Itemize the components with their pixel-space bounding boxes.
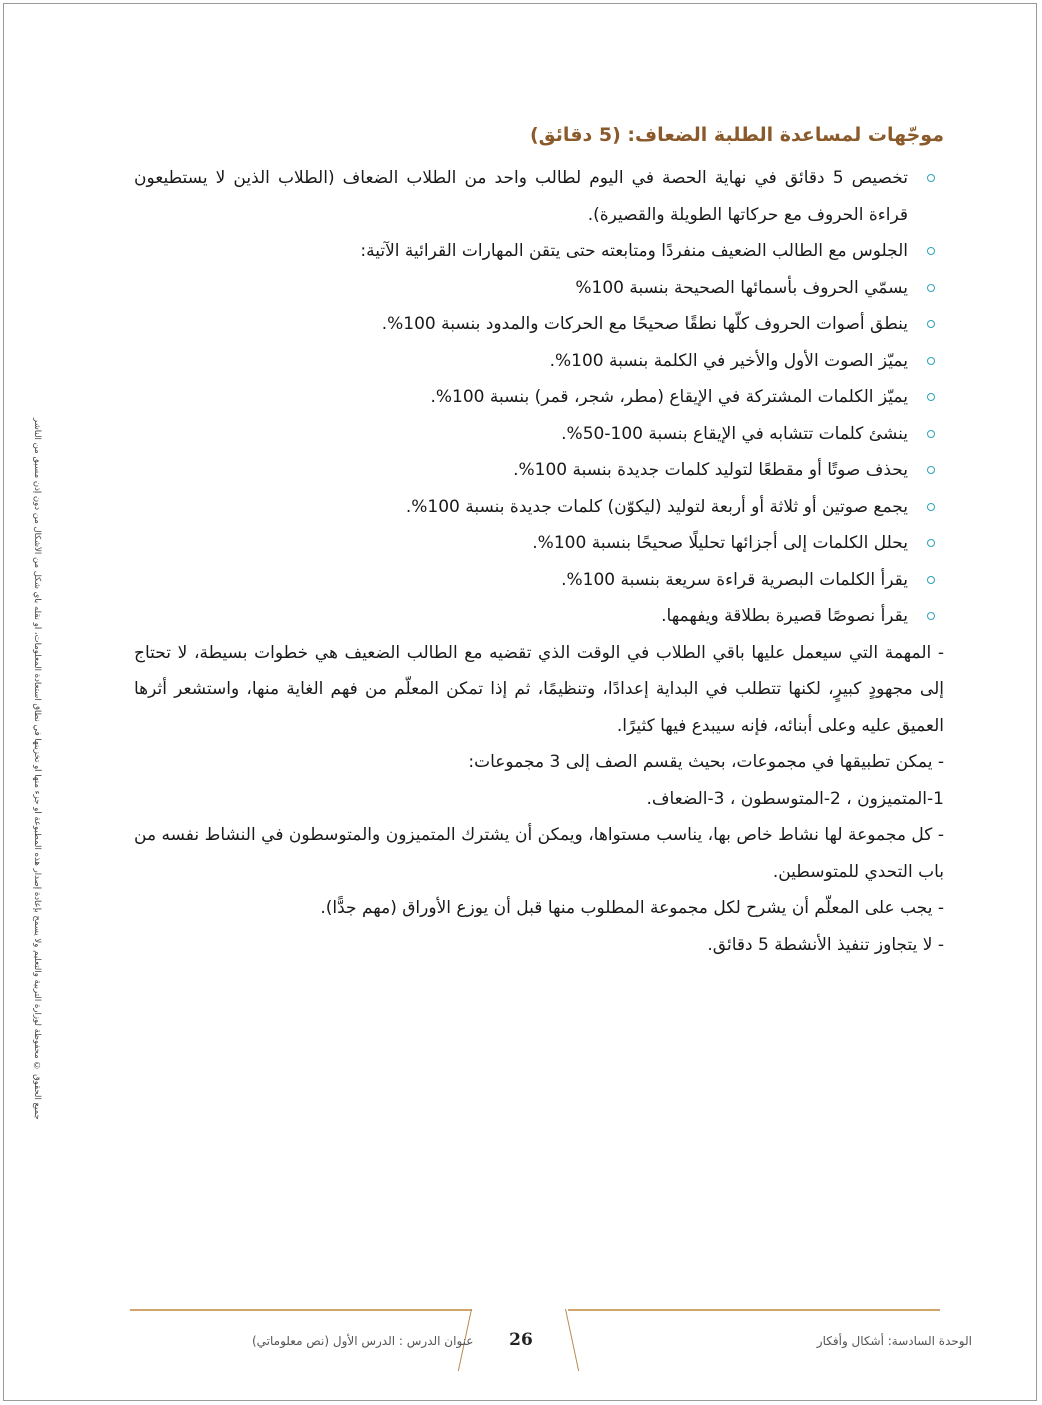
paragraph: - لا يتجاوز تنفيذ الأنشطة 5 دقائق.	[707, 934, 944, 955]
list-item: تخصيص 5 دقائق في نهاية الحصة في اليوم لطالب واحد من الطلاب الضعاف (الطلاب الذين لا يستطيعون قراءة الحروف مع حركاتها الطويلة والقصيرة).	[134, 160, 944, 233]
list-item: الجلوس مع الطالب الضعيف منفردًا ومتابعته حتى يتقن المهارات القرائية الآتية:	[134, 233, 944, 270]
paragraph: - يمكن تطبيقها في مجموعات، بحيث يقسم الصف إلى 3 مجموعات:	[468, 752, 944, 772]
list-item: يحلل الكلمات إلى أجزائها تحليلًا صحيحًا بنسبة 100%.	[134, 525, 944, 562]
bullet-list	[134, 160, 944, 635]
list-item: يحذف صوتًا أو مقطعًا لتوليد كلمات جديدة بنسبة 100%.	[134, 452, 944, 489]
copyright-sidebar: جميع الحقوق © محفوظة لوزارة التربية والتعليم ولا يسمح بإعادة إصدار هذه المطبوعة أو جزء منها أو تخزينها في نطاق استعادة المعلومات، أو نقله بأي شكل من الأشكال من دون إذن مسبق من الناشر	[32, 418, 42, 1120]
main-content	[134, 160, 944, 963]
paragraph: 1-المتميزون ، 2-المتوسطون ، 3-الضعاف.	[646, 788, 944, 809]
list-item: يميّز الكلمات المشتركة في الإيقاع (مطر، شجر، قمر) بنسبة 100%.	[134, 379, 944, 416]
footer-rule-left	[130, 1309, 472, 1311]
list-item: ينشئ كلمات تتشابه في الإيقاع بنسبة 100-50%.	[134, 416, 944, 453]
paragraph: - المهمة التي سيعمل عليها باقي الطلاب في الوقت الذي تقضيه مع الطالب الضعيف هي خطوات بسيطة، لا تحتاج إلى مجهودٍ كبيرٍ، لكنها تتطلب في البداية إعدادًا، وتنظيمًا، ثم إذا تمكن المعلّم من فهم الغاية منها، واستشعر أثرها العميق عليه وعلى أبنائه، فإنه سيبدع فيها كثيرًا.	[134, 642, 944, 736]
paragraph: - يجب على المعلّم أن يشرح لكل مجموعة المطلوب منها قبل أن يوزع الأوراق (مهم جدًّا).	[320, 898, 944, 918]
footer-unit-title: الوحدة السادسة: أشكال وأفكار	[816, 1334, 972, 1348]
page-number: 26	[509, 1330, 533, 1350]
list-item: يميّز الصوت الأول والأخير في الكلمة بنسبة 100%.	[134, 343, 944, 380]
list-item: يجمع صوتين أو ثلاثة أو أربعة لتوليد (ليكوّن) كلمات جديدة بنسبة 100%.	[134, 489, 944, 526]
list-item: يقرأ نصوصًا قصيرة بطلاقة ويفهمها.	[134, 598, 944, 635]
paragraph: - كل مجموعة لها نشاط خاص بها، يناسب مستواها، ويمكن أن يشترك المتميزون والمتوسطون في النشاط نفسه من باب التحدي للمتوسطين.	[134, 825, 944, 882]
list-item: يسمّي الحروف بأسمائها الصحيحة بنسبة 100%	[134, 270, 944, 307]
footer-lesson-title: عنوان الدرس : الدرس الأول (نص معلوماتي)	[252, 1334, 474, 1348]
section-heading: موجّهات لمساعدة الطلبة الضعاف: (5 دقائق)	[529, 124, 944, 146]
list-item: ينطق أصوات الحروف كلّها نطقًا صحيحًا مع الحركات والمدود بنسبة 100%.	[134, 306, 944, 343]
list-item: يقرأ الكلمات البصرية قراءة سريعة بنسبة 100%.	[134, 562, 944, 599]
footer-rule-right	[568, 1309, 940, 1311]
